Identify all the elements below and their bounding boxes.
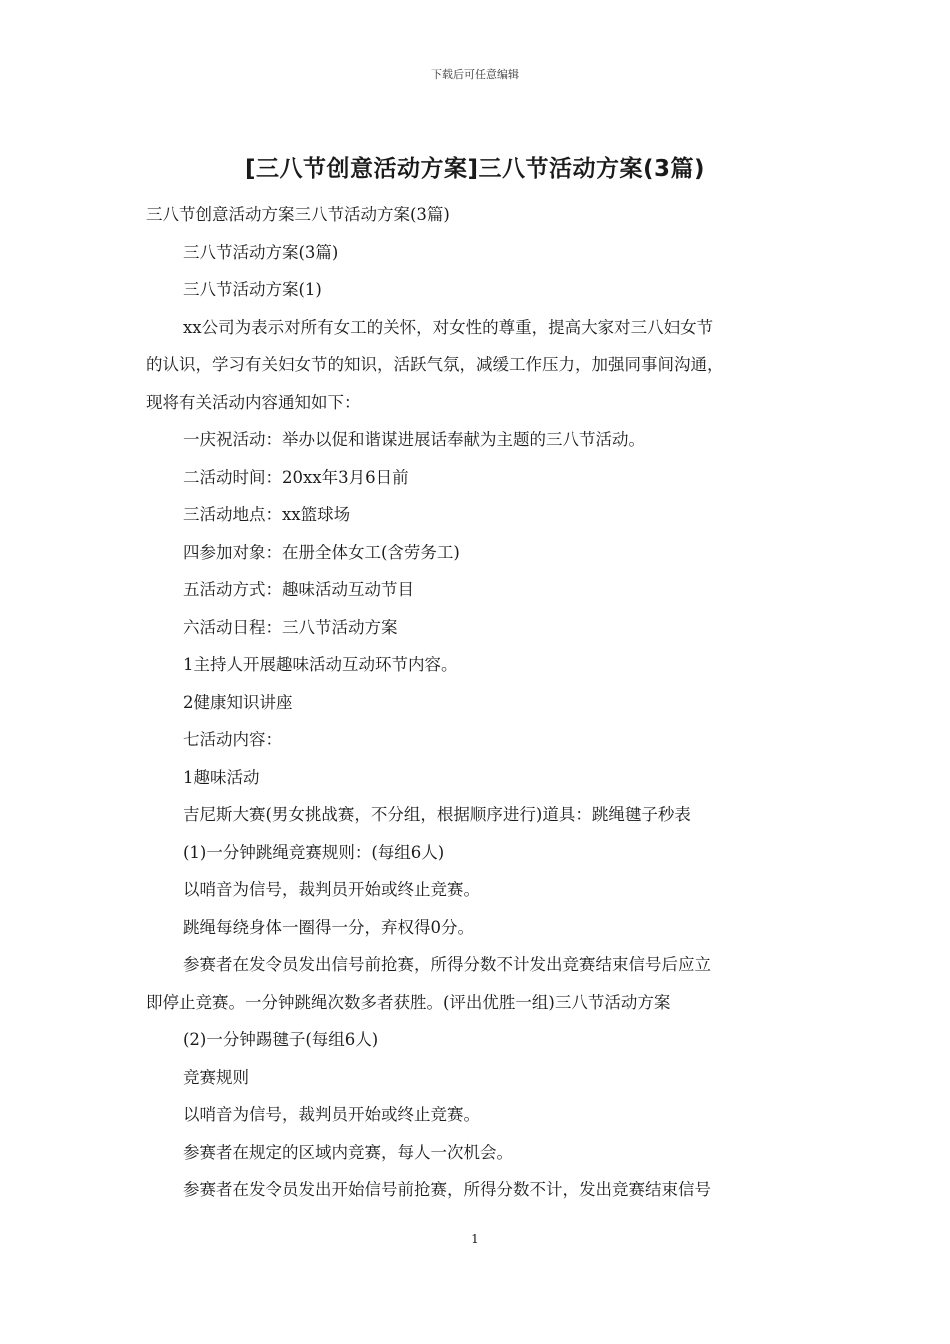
paragraph: xx公司为表示对所有女工的关怀，对女性的尊重，提高大家对三八妇女节 [183,317,714,337]
paragraph: 五活动方式：趣味活动互动节目 [183,580,414,599]
paragraph: 跳绳每绕身体一圈得一分，弃权得0分。 [183,917,474,937]
document-title: [三八节创意活动方案]三八节活动方案(3篇) [244,156,706,182]
paragraph: 七活动内容： [183,730,282,749]
paragraph: (2)一分钟踢毽子(每组6人) [183,1030,379,1049]
paragraph: (1)一分钟跳绳竞赛规则：(每组6人) [183,842,445,862]
paragraph: 2健康知识讲座 [183,692,293,712]
paragraph: 以哨音为信号，裁判员开始或终止竞赛。 [183,880,480,899]
paragraph: 三活动地点：xx篮球场 [183,505,351,524]
paragraph: 三八节活动方案(1) [183,280,322,299]
paragraph: 参赛者在发令员发出信号前抢赛，所得分数不计发出竞赛结束信号后应立 [183,955,711,974]
paragraph: 1趣味活动 [183,767,260,787]
paragraph: 1主持人开展趣味活动互动环节内容。 [183,655,458,674]
page-header-note: 下载后可任意编辑 [431,68,519,81]
paragraph: 四参加对象：在册全体女工(含劳务工) [183,542,460,562]
paragraph: 的认识，学习有关妇女节的知识，活跃气氛，减缓工作压力，加强同事间沟通， [146,355,724,374]
paragraph: 即停止竞赛。一分钟跳绳次数多者获胜。(评出优胜一组)三八节活动方案 [146,992,671,1012]
paragraph: 以哨音为信号，裁判员开始或终止竞赛。 [183,1105,480,1124]
paragraph: 现将有关活动内容通知如下： [146,392,361,412]
paragraph: 一庆祝活动：举办以促和谐谋进展话奉献为主题的三八节活动。 [183,430,645,449]
document-body [146,196,826,1209]
paragraph: 竞赛规则 [183,1067,249,1087]
paragraph: 参赛者在发令员发出开始信号前抢赛，所得分数不计，发出竞赛结束信号 [183,1180,711,1199]
page-number: 1 [471,1232,479,1246]
paragraph: 三八节活动方案(3篇) [183,242,339,262]
paragraph: 六活动日程：三八节活动方案 [183,617,398,637]
paragraph: 三八节创意活动方案三八节活动方案(3篇) [146,205,450,224]
paragraph: 参赛者在规定的区域内竞赛，每人一次机会。 [183,1142,513,1162]
paragraph: 吉尼斯大赛(男女挑战赛，不分组，根据顺序进行)道具：跳绳毽子秒表 [183,805,691,824]
paragraph: 二活动时间：20xx年3月6日前 [183,467,409,487]
